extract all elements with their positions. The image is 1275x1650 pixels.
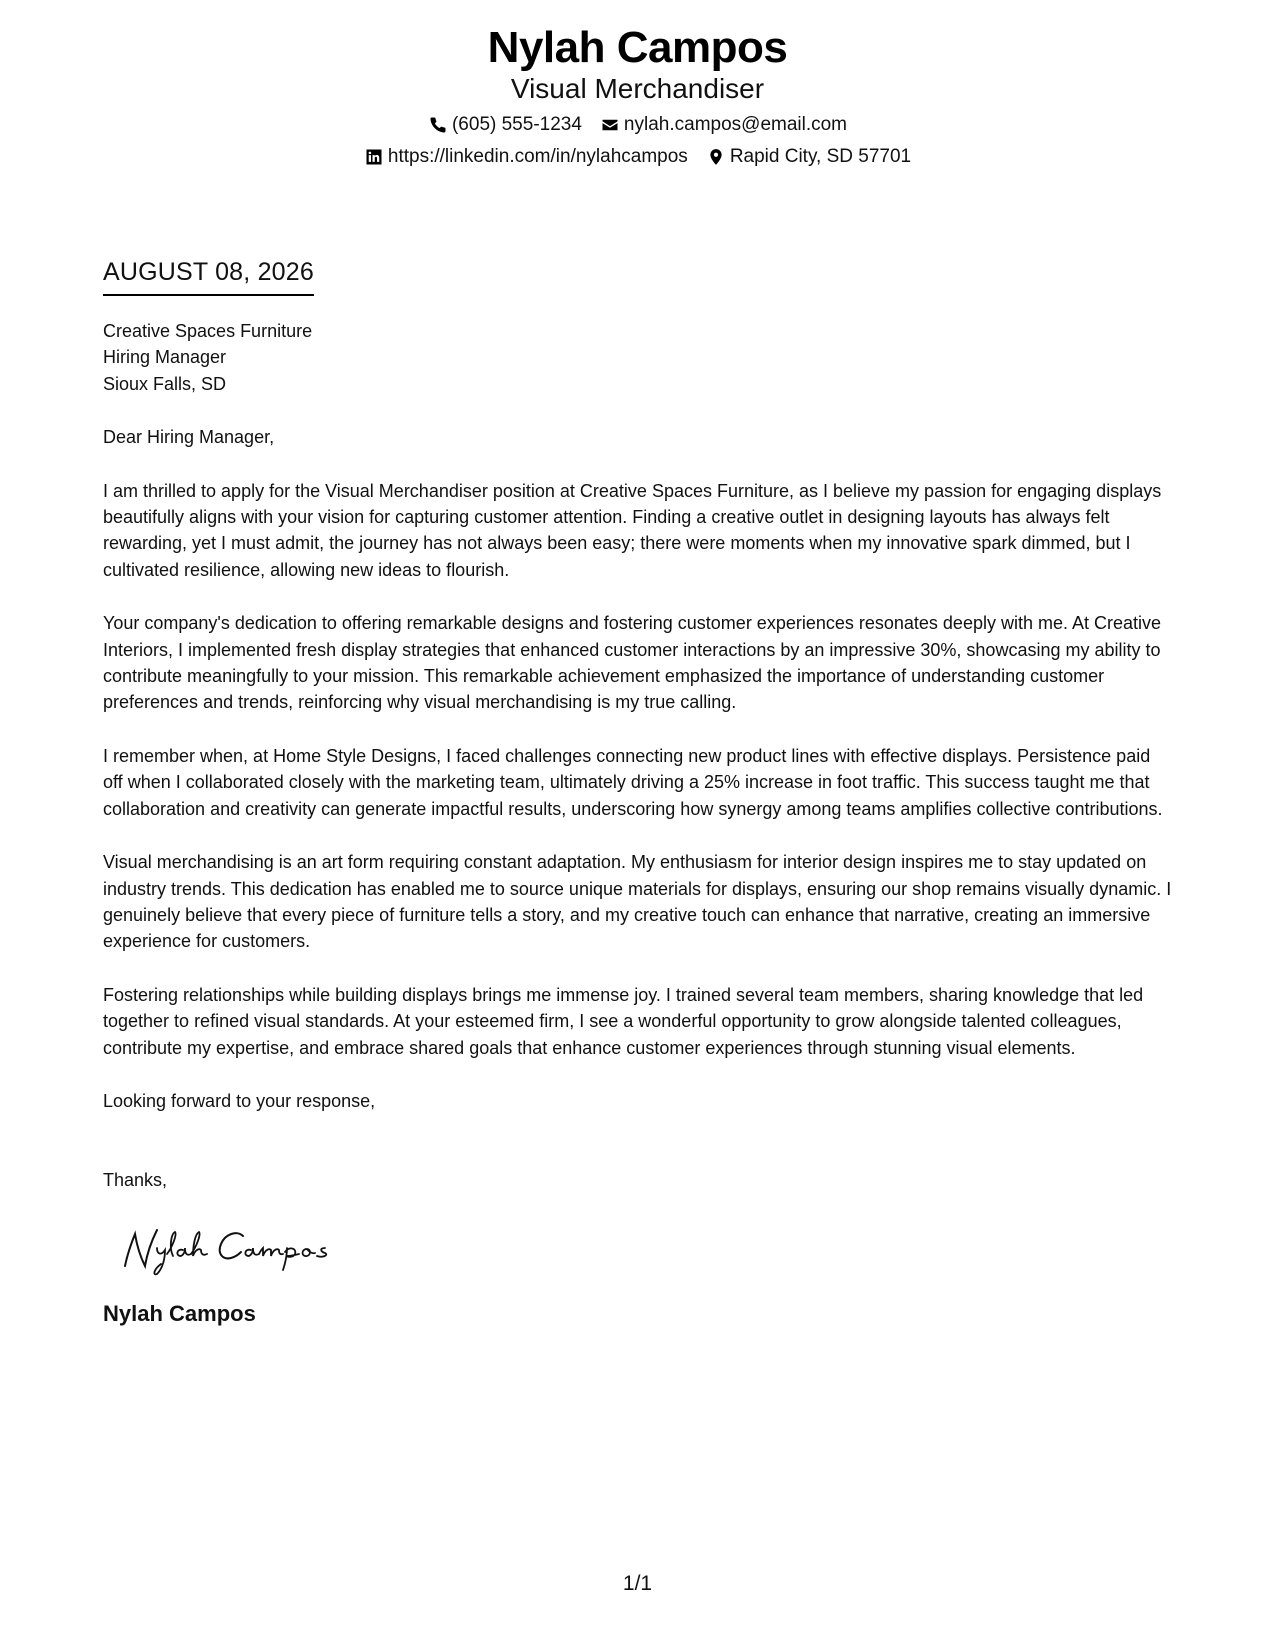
body-paragraph: Visual merchandising is an art form requiring constant adaptation. My enthusiasm for interior design inspires me to stay updated on industry trends. This dedication has enabled me to source unique materials for displays, ensuring our shop remains visually dynamic. I genuinely believe that every piece of furniture tells a story, and my creative touch can enhance that narrative, creating an immersive experience for customers. (103, 852, 1172, 952)
letter-body (103, 256, 1173, 1328)
body-paragraph: Your company's dedication to offering remarkable designs and fostering customer experiences resonates deeply with me. At Creative Interiors, I implemented fresh display strategies that enhanced customer interactions by an impressive 30%, showcasing my ability to contribute meaningfully to your mission. This remarkable achievement emphasized the importance of understanding customer preferences and trends, reinforcing why visual merchandising is my true calling. (103, 613, 1162, 713)
handwritten-signature (117, 1222, 1173, 1278)
body-paragraph: I am thrilled to apply for the Visual Merchandiser position at Creative Spaces Furniture, as I believe my passion for engaging displays beautifully aligns with your vision for capturing customer attention. Finding a creative outlet in designing layouts has always felt rewarding, yet I must admit, the journey has not always been easy; there were moments when my innovative spark dimmed, but I cultivated resilience, allowing new ideas to flourish. (103, 480, 1162, 580)
envelope-icon (600, 115, 620, 135)
letter-date: AUGUST 08, 2026 (103, 256, 314, 296)
letter-header (0, 22, 1275, 170)
recipient-company: Creative Spaces Furniture (103, 321, 313, 341)
recipient-role: Hiring Manager (103, 347, 227, 368)
signature-image (117, 1222, 357, 1278)
applicant-title: Visual Merchandiser (510, 73, 765, 104)
body-paragraph: Fostering relationships while building displays brings me immense joy. I trained several team members, sharing knowledge that led together to refined visual standards. At your esteemed firm, I see a wonderful opportunity to grow alongside talented colleagues, contribute my expertise, and embrace shared goals that enhance customer experiences through stunning visual elements. (103, 984, 1144, 1058)
phone-icon (428, 115, 448, 135)
contact-row-secondary (0, 144, 1275, 170)
recipient-location: Sioux Falls, SD (103, 373, 227, 394)
email-text: nylah.campos@email.com (623, 114, 848, 135)
signer-name: Nylah Campos (103, 1300, 256, 1326)
phone-contact (428, 112, 582, 138)
linkedin-contact (364, 144, 688, 170)
linkedin-icon (364, 147, 384, 167)
thanks-line: Thanks, (103, 1170, 168, 1191)
closing-line: Looking forward to your response, (103, 1090, 376, 1111)
location-contact (706, 144, 911, 170)
location-text: Rapid City, SD 57701 (729, 146, 912, 167)
applicant-name: Nylah Campos (487, 23, 788, 72)
page-number: 1/1 (622, 1572, 653, 1595)
linkedin-text: https://linkedin.com/in/nylahcampos (387, 146, 688, 167)
email-contact (600, 112, 847, 138)
phone-text: (605) 555-1234 (451, 114, 582, 135)
salutation: Dear Hiring Manager, (103, 427, 275, 448)
map-pin-icon (706, 147, 726, 167)
contact-row-primary (0, 112, 1275, 138)
recipient-block (103, 318, 1173, 397)
body-paragraph: I remember when, at Home Style Designs, I faced challenges connecting new product lines with effective displays. Persistence paid off when I collaborated closely with the marketing team, ultimately driving a 25% increase in foot traffic. This success taught me that collaboration and creativity can generate impactful results, underscoring how synergy among teams amplifies collective contributions. (103, 745, 1163, 819)
